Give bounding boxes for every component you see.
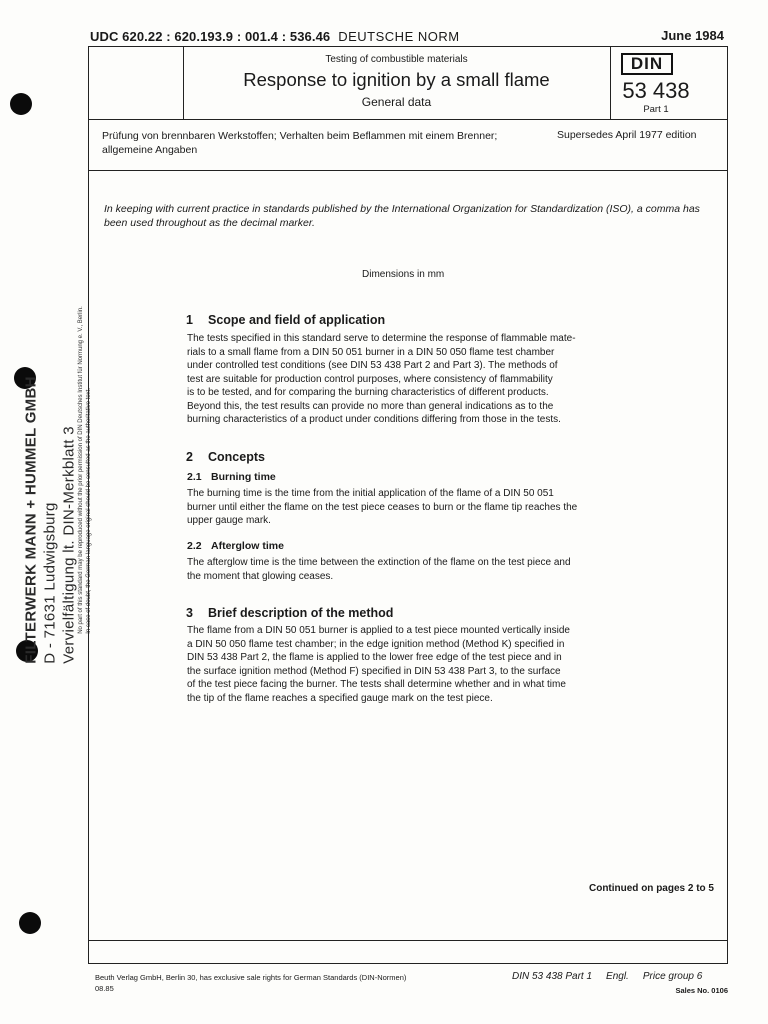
stamp-company: FILTERWERK MANN + HUMMEL GMBH [22, 376, 40, 664]
title-category: Testing of combustible materials [325, 54, 468, 65]
copyright-line-1: No part of this standard may be reproduced without the prior permission of DIN Deutsches Institut für Normung e. V., Berlin. [78, 306, 84, 634]
stamp-reproduction-note: Vervielfältigung lt. DIN-Merkblatt 3 [60, 426, 78, 664]
text-line: The flame from a DIN 50 051 burner is applied to a test piece mounted vertically inside [187, 625, 570, 636]
din-part: Part 1 [643, 104, 669, 115]
footer-publisher-block [95, 972, 406, 994]
text-line: the surface ignition method (Method F) specified in DIN 53 438 Part 3, to the surface [187, 665, 561, 677]
subsection-2-1-body [187, 487, 647, 528]
text-line: The afterglow time is the time between the extinction of the flame on the test piece and [187, 557, 571, 568]
section-3-body [187, 624, 647, 705]
din-standard-number: 53 438 [622, 78, 690, 103]
text-line: The tests specified in this standard serve to determine the response of flammable mate- [187, 333, 576, 344]
text-line: DIN 53 438 Part 2, the flame is applied to the lower free edge of the test piece and in [187, 652, 562, 663]
text-line: Beyond this, the test results can provide no more than general indications as to the [187, 400, 554, 412]
subsection-number: 2.1 [187, 471, 202, 483]
punch-hole-bottom [19, 912, 41, 934]
decimal-marker-notice: In keeping with current practice in standards published by the International Organization for Standardization (ISO), a comma has been used throughout as the decimal marker. [104, 203, 700, 229]
publisher-note: Beuth Verlag GmbH, Berlin 30, has exclusive sale rights for German Standards (DIN-Normen) [95, 973, 407, 982]
subsection-2-1-heading [187, 471, 276, 483]
subsection-2-2-heading [187, 540, 284, 552]
page-title: Response to ignition by a small flame [243, 69, 550, 90]
stamp-address: D - 71631 Ludwigsburg [41, 502, 59, 664]
title-box-bottom-rule [88, 119, 728, 120]
udc-classification [90, 29, 460, 44]
section-1-heading [186, 313, 385, 327]
norm-label: DEUTSCHE NORM [338, 29, 460, 44]
punch-hole-top [10, 93, 32, 115]
text-line: burning characteristics of a product under conditions differing from those in the tests. [187, 414, 561, 425]
text-line: the tip of the flame reaches a specified gauge mark on the test piece. [187, 692, 493, 704]
edition-code: 08.85 [95, 984, 114, 993]
section-title: Brief description of the method [208, 606, 394, 620]
text-line: a DIN 50 050 flame test chamber; in the edge ignition method (Method K) specified in [187, 638, 565, 650]
title-subtitle: General data [361, 95, 432, 109]
footer-doc-number: DIN 53 438 Part 1 [512, 971, 593, 982]
footer-box-rule [88, 940, 728, 941]
section-title: Concepts [208, 450, 265, 464]
footer-document-info [512, 971, 702, 982]
copyright-line-2: In case of doubt, the German-language original should be consulted as the authoritative text. [86, 387, 92, 634]
footer-price-group: Price group 6 [642, 971, 703, 982]
section-2-heading [186, 450, 265, 464]
german-title-rule [88, 170, 728, 171]
text-line: test are suitable for production control purposes, where consistency of flammability [187, 373, 553, 385]
text-line: the moment that glowing ceases. [187, 570, 334, 582]
subsection-title: Afterglow time [211, 540, 284, 552]
section-number: 3 [186, 606, 193, 620]
text-line: under controlled test conditions (see DIN 53 438 Part 2 and Part 3). The methods of [187, 360, 558, 371]
text-line: is to be tested, and for comparing the burning characteristics of different products. [187, 387, 549, 398]
text-line: rials to a small flame from a DIN 50 051 burner in a DIN 50 050 flame test chamber [187, 346, 555, 358]
subsection-number: 2.2 [187, 540, 202, 552]
section-3-heading [186, 606, 393, 620]
text-line: of the test piece facing the burner. The tests shall determine whether and in what time [187, 679, 566, 690]
dimensions-note: Dimensions in mm [362, 269, 445, 280]
section-1-body [187, 332, 647, 427]
continued-note: Continued on pages 2 to 5 [588, 883, 714, 894]
text-line: burner until either the flame on the test piece ceases to burn or the flame tip reaches the [187, 501, 578, 513]
german-title: Prüfung von brennbaren Werkstoffen; Verhalten beim Beflammen mit einem Brenner; allgemeine Angaben [102, 130, 498, 156]
section-number: 1 [186, 313, 193, 327]
text-line: The burning time is the time from the initial application of the flame of a DIN 50 051 [187, 488, 554, 499]
supersedes-note: Supersedes April 1977 edition [557, 129, 697, 141]
footer-language: Engl. [606, 971, 629, 982]
text-line: upper gauge mark. [187, 515, 271, 526]
section-number: 2 [186, 450, 193, 464]
subsection-2-2-body [187, 556, 647, 583]
issue-date: June 1984 [661, 28, 724, 43]
udc-code: UDC 620.22 : 620.193.9 : 001.4 : 536.46 [90, 29, 331, 44]
din-logo: DIN [621, 53, 673, 75]
subsection-title: Burning time [211, 471, 276, 483]
sales-number: Sales No. 0106 [675, 986, 728, 995]
section-title: Scope and field of application [208, 313, 386, 327]
margin-stamp [22, 376, 79, 663]
